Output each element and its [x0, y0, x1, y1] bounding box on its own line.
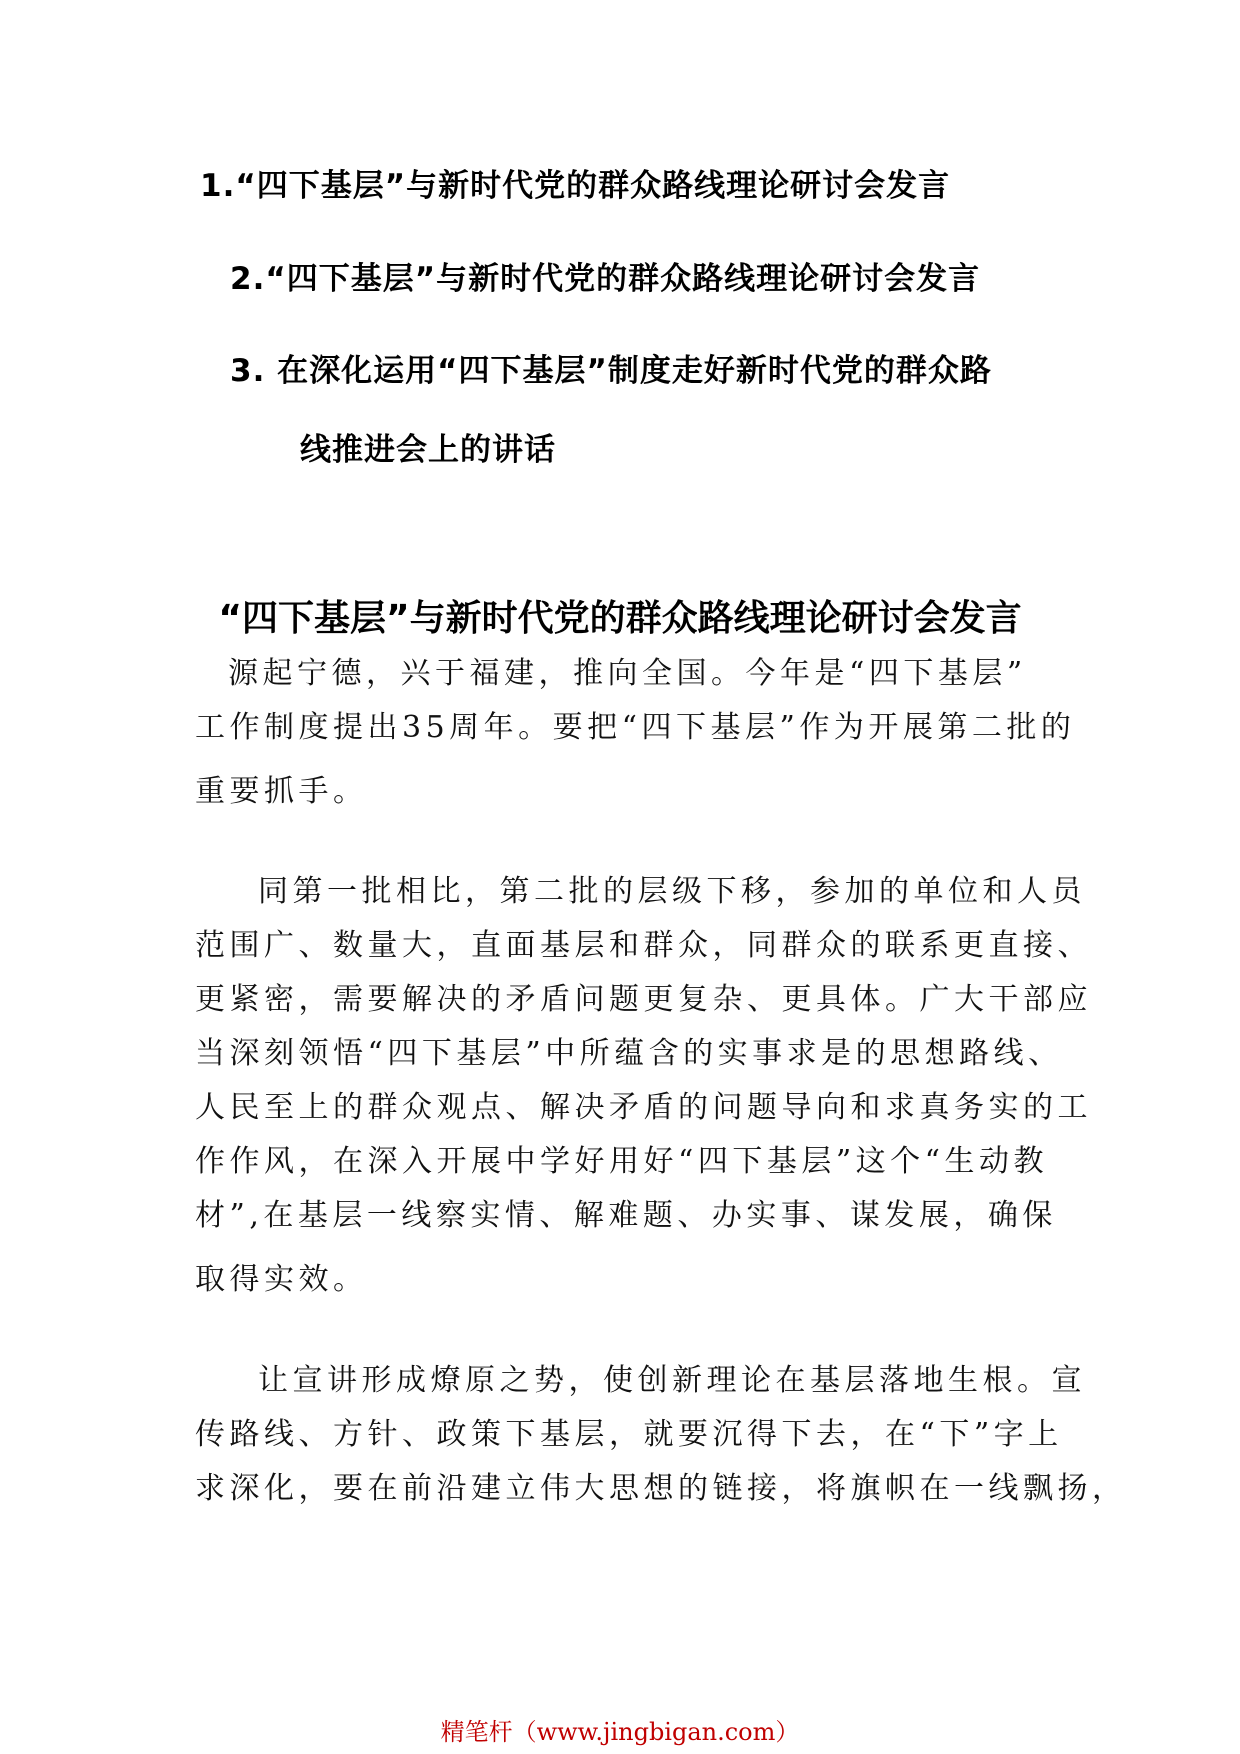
toc-item-1: 1.“四下基层”与新时代党的群众路线理论研讨会发言 [200, 168, 951, 204]
body-line: 更紧密，需要解决的矛盾问题更复杂、更具体。广大干部应 [195, 982, 1092, 1017]
body-line: 同第一批相比，第二批的层级下移，参加的单位和人员 [258, 874, 1086, 909]
body-line: 求深化，要在前沿建立伟大思想的链接，将旗帜在一线飘扬， [195, 1471, 1127, 1506]
body-line: 当深刻领悟“四下基层”中所蕴含的实事求是的思想路线、 [195, 1036, 1063, 1071]
body-line: 范围广、数量大，直面基层和群众，同群众的联系更直接、 [195, 928, 1092, 963]
toc-item-2: 2.“四下基层”与新时代党的群众路线理论研讨会发言 [230, 261, 981, 297]
article-title: “四下基层”与新时代党的群众路线理论研讨会发言 [218, 598, 1022, 639]
body-line: 人民至上的群众观点、解决矛盾的问题导向和求真务实的工 [195, 1090, 1092, 1125]
body-line: 工作制度提出35周年。要把“四下基层”作为开展第二批的 [195, 710, 1076, 745]
body-line: 源起宁德，兴于福建，推向全国。今年是“四下基层” [228, 656, 1027, 691]
body-line: 传路线、方针、政策下基层，就要沉得下去，在“下”字上 [195, 1417, 1063, 1452]
body-line: 材”,在基层一线察实情、解难题、办实事、谋发展，确保 [195, 1198, 1057, 1233]
body-line: 让宣讲形成燎原之势，使创新理论在基层落地生根。宣 [258, 1363, 1086, 1398]
footer-watermark: 精笔杆（www.jingbigan.com） [440, 1718, 800, 1746]
body-line: 重要抓手。 [195, 774, 368, 809]
body-line: 作作风，在深入开展中学好用好“四下基层”这个“生动教 [195, 1144, 1049, 1179]
toc-item-3-continuation: 线推进会上的讲话 [300, 432, 556, 468]
toc-item-3: 3. 在深化运用“四下基层”制度走好新时代党的群众路 [230, 353, 992, 389]
body-line: 取得实效。 [195, 1262, 368, 1297]
